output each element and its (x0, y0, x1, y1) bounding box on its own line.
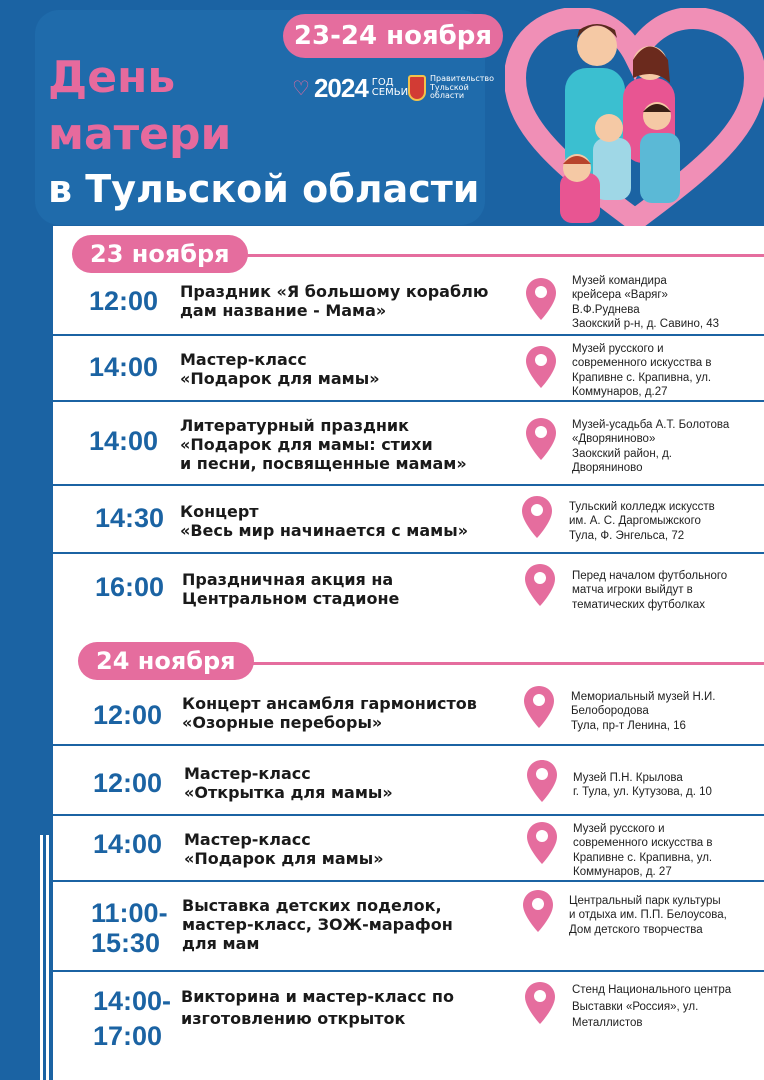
event-title-line: Праздничная акция на (182, 570, 394, 589)
event-title-line: «Подарок для мамы» (184, 849, 384, 869)
event-place (572, 418, 729, 476)
event-row (53, 882, 764, 972)
location-pin-icon (520, 494, 554, 540)
event-place-line: современного искусства в (572, 357, 712, 370)
event-title-line: и песни, посвященные мамам» (180, 454, 467, 474)
event-place (572, 982, 731, 1032)
event-place-line: «Дворяниново» (572, 433, 656, 446)
day2-label: 24 ноября (78, 642, 254, 680)
event-title-line: Концерт (180, 502, 259, 521)
event-place (569, 894, 727, 937)
event-title-line: Мастер-класс (184, 830, 311, 849)
event-place-line: Заокский район, д. (572, 447, 672, 460)
decor-bars (40, 835, 50, 1080)
day1-line (230, 254, 764, 257)
event-title-line: «Открытка для мамы» (184, 783, 393, 803)
event-title-line: дам название - Мама» (180, 301, 387, 321)
year-of-family-logo (292, 70, 408, 106)
event-title-line: Мастер-класс (180, 350, 307, 369)
event-place-line: тематических футболках (572, 598, 706, 611)
event-time: 14:00 (89, 426, 159, 456)
event-place-line: Музей командира (572, 275, 667, 287)
event-time: 14:00 (89, 352, 159, 382)
event-place-line: В.Ф.Руднева (572, 303, 640, 316)
event-time-line: 17:00 (93, 1021, 163, 1052)
event-title (184, 830, 384, 868)
title-line-3: в Тульской области (48, 167, 480, 211)
event-place-line: Музей русского и (573, 823, 665, 835)
event-time: 12:00 (93, 700, 163, 730)
event-time: 14:00 (93, 829, 163, 859)
event-title-line: «Подарок для мамы: стихи (180, 435, 433, 455)
event-title-line: мастер-класс, ЗОЖ-марафон (182, 915, 453, 935)
event-row (53, 402, 764, 486)
title-line-1: День (48, 52, 176, 103)
logo-year-text: ГОД СЕМЬИ (371, 76, 409, 98)
event-row (53, 270, 764, 336)
event-title-line: «Подарок для мамы» (180, 369, 380, 389)
event-place-line: крейсера «Варяг» (572, 289, 668, 302)
event-time: 12:00 (93, 768, 163, 798)
location-pin-icon (523, 980, 557, 1026)
day2-line (235, 662, 764, 665)
event-place-line: Перед началом футбольного (572, 570, 728, 582)
event-place-line: Выставки «Россия», ул. (572, 1000, 699, 1013)
event-time (93, 984, 171, 1054)
event-place (573, 822, 713, 880)
event-place-line: Крапивне с. Крапивна, ул. (572, 371, 712, 384)
event-place-line: Коммунаров, д.27 (572, 386, 668, 399)
event-place (572, 342, 712, 400)
event-time (91, 898, 168, 958)
event-time-line: 11:00- (91, 898, 168, 928)
family-illustration (505, 8, 764, 230)
event-place-line: Белобородова (571, 705, 649, 718)
event-row (53, 336, 764, 402)
event-place-line: Металлистов (572, 1017, 643, 1030)
event-title-line: Праздник «Я большому кораблю (180, 282, 489, 301)
event-title (182, 570, 399, 608)
header (0, 0, 764, 230)
event-place-line: матча игроки выйдут в (572, 584, 693, 597)
event-row (53, 816, 764, 882)
location-pin-icon (522, 684, 556, 730)
event-title-line: Концерт ансамбля гармонистов (182, 694, 477, 713)
event-row (53, 680, 764, 746)
event-title (180, 416, 467, 474)
event-time: 16:00 (95, 572, 165, 602)
event-place (571, 690, 715, 733)
event-title-line: «Озорные переборы» (182, 713, 383, 733)
event-title (182, 896, 453, 954)
event-time: 12:00 (89, 286, 159, 316)
event-place-line: и отдыха им. П.П. Белоусова, (569, 909, 727, 922)
event-title (180, 502, 468, 540)
event-place-line: Музей П.Н. Крылова (573, 772, 683, 784)
event-place-line: Крапивне с. Крапивна, ул. (573, 851, 713, 864)
event-place-line: Заокский р-н, д. Савино, 43 (572, 318, 720, 331)
event-row (53, 486, 764, 554)
event-title (181, 986, 454, 1031)
event-time-line: 15:30 (91, 928, 161, 959)
heart-icon: ♡ (292, 76, 310, 100)
event-time: 14:30 (95, 503, 165, 533)
location-pin-icon (524, 344, 558, 390)
logo-year-number: 2024 (313, 72, 368, 103)
event-place-line: им. А. С. Даргомыжского (569, 515, 701, 528)
event-place-line: Коммунаров, д. 27 (573, 866, 672, 879)
event-place-line: современного искусства в (573, 837, 713, 850)
event-row (53, 972, 764, 1062)
event-title-line: изготовлению открыток (181, 1009, 406, 1029)
event-time-line: 14:00- (93, 986, 172, 1016)
day1-label: 23 ноября (72, 235, 248, 273)
event-title-line: для мам (182, 934, 260, 954)
event-title (184, 764, 393, 802)
event-place-line: Музей русского и (572, 343, 664, 355)
event-place (569, 500, 715, 543)
event-place-line: Музей-усадьба А.Т. Болотова (572, 419, 730, 431)
location-pin-icon (521, 888, 555, 934)
logo-gov-text: Правительство Тульской области (430, 73, 494, 101)
event-row (53, 746, 764, 816)
government-logo (408, 70, 500, 106)
event-place-line: Стенд Национального центра (572, 984, 732, 996)
event-place-line: Тула, Ф. Энгельса, 72 (569, 529, 685, 542)
title-line-2: матери (48, 109, 232, 160)
event-title-line: Литературный праздник (180, 416, 409, 435)
location-pin-icon (523, 562, 557, 608)
location-pin-icon (525, 758, 559, 804)
event-title (180, 350, 380, 388)
event-title-line: «Весь мир начинается с мамы» (180, 521, 469, 541)
event-place (573, 771, 712, 800)
event-title-line: Выставка детских поделок, (182, 896, 442, 915)
dates-badge: 23-24 ноября (283, 14, 503, 58)
coat-of-arms-icon (408, 75, 426, 101)
event-place-line: Дом детского творчества (569, 923, 703, 936)
event-place-line: г. Тула, ул. Кутузова, д. 10 (573, 786, 712, 799)
event-place (572, 569, 727, 612)
event-place-line: Дворяниново (572, 462, 643, 475)
event-title-line: Викторина и мастер-класс по (181, 987, 454, 1006)
event-place-line: Тула, пр-т Ленина, 16 (571, 719, 686, 732)
event-place (572, 274, 719, 332)
event-place-line: Центральный парк культуры (569, 895, 721, 907)
event-title-line: Мастер-класс (184, 764, 311, 783)
event-title-line: Центральном стадионе (182, 589, 400, 609)
location-pin-icon (524, 276, 558, 322)
event-row (53, 554, 764, 622)
location-pin-icon (525, 820, 559, 866)
event-title (182, 694, 477, 732)
event-place-line: Тульский колледж искусств (569, 501, 715, 513)
event-title (180, 282, 488, 320)
location-pin-icon (524, 416, 558, 462)
event-place-line: Мемориальный музей Н.И. (571, 691, 716, 703)
